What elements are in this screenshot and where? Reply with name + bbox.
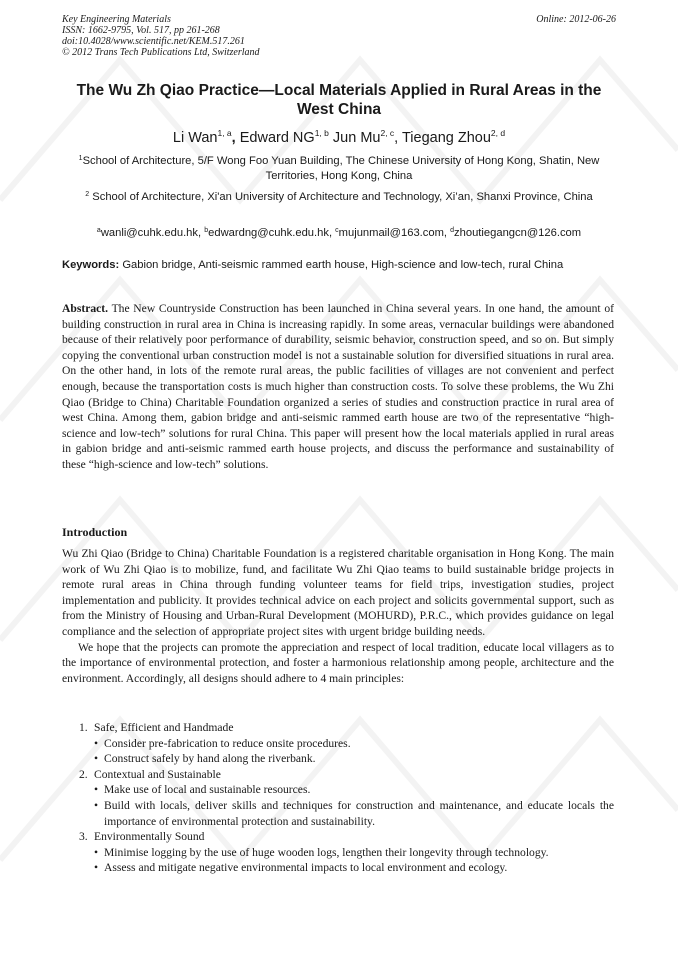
keywords-text: Gabion bridge, Anti-seismic rammed earth house, High-science and low-tech, rural China [122,259,564,271]
email-list: $^a$wanli@cuhk.edu.hk, $^b$edwardng@cuhk.edu.hk, $^c$mujunmail@163.com, $^d$zhoutiegangcn@126.com [96,227,582,239]
affiliation-1 [62,151,616,184]
affiliation-text: School of Architecture, Xi'an University of Architecture and Technology, Xi’an, Shanxi Province, China [92,191,593,203]
bullet-text: Minimise logging by the use of huge wooden logs, lengthen their longevity through technology. [104,845,549,859]
bullet-icon: • [94,798,99,812]
email-superscript: c [335,227,339,234]
introduction-heading: Introduction [62,525,128,539]
principle-title: Environmentally Sound [94,830,205,844]
principle-item [62,720,614,736]
bullet-icon: • [94,752,99,766]
bullet-icon: • [94,845,99,859]
principle-number: 2. [79,767,88,781]
bullet-text: Construct safely by hand along the riverbank. [104,752,316,766]
principle-item [62,829,614,845]
principle-bullet [62,845,614,861]
author-superscript: 2, c [380,128,395,138]
bullet-icon: • [94,861,99,875]
author-name: Edward NG [239,130,315,146]
email-link[interactable]: zhoutiegangcn@126.com [454,227,582,239]
principle-bullet [62,751,614,767]
principle-number: 1. [79,721,88,734]
bullet-text: Assess and mitigate negative environmental impacts to local environment and ecology. [104,861,508,875]
email-link[interactable]: mujunmail@163.com [338,227,444,239]
principle-title: Safe, Efficient and Handmade [94,721,234,734]
author-name: Jun Mu [332,130,381,146]
introduction-body [62,546,614,686]
doi-line: doi:10.4028/www.scientific.net/KEM.517.261 [62,36,245,47]
keywords-section [62,258,614,272]
issn-line: ISSN: 1662-9795, Vol. 517, pp 261-268 [62,25,220,36]
email-link[interactable]: edwardng@cuhk.edu.hk [208,227,329,239]
email-superscript: b [204,227,209,234]
principle-bullet [62,782,614,798]
email-link[interactable]: wanli@cuhk.edu.hk [100,227,198,239]
journal-name: Key Engineering Materials [62,14,171,25]
journal-header [62,14,616,58]
introduction-paragraph: We hope that the projects can promote the appreciation and respect of local tradition, educate local villagers as to the importance of environmental protection, and foster a harmonious relationship among people, architecture and the environment. Accordingly, all designs should adhere to 4 main principles: [62,640,614,685]
author-list: Li Wan$^{1, a}$, Edward NG$^{1, b}$ Jun Mu$^{2, c}$, Tiegang Zhou$^{2, d}$ [172,128,506,146]
online-date: Online: 2012-06-26 [536,14,616,25]
principles-list [62,720,614,876]
author-name: Tiegang Zhou [401,130,491,146]
principle-number: 3. [79,830,88,844]
principle-bullet [62,860,614,876]
author-superscript: 1, b [314,128,329,138]
bullet-text: Consider pre-fabrication to reduce onsite procedures. [104,736,351,750]
affiliation-superscript: 1 [78,155,83,162]
principle-title: Contextual and Sustainable [94,767,221,781]
principle-bullet [62,798,614,829]
abstract-section [62,301,614,473]
email-superscript: d [450,227,455,234]
principle-bullet [62,736,614,752]
author-name: Li Wan [172,130,218,146]
abstract-text: The New Countryside Construction has been launched in China several years. In one hand, the amount of building construction in rural area in China is increasing rapidly. In some areas, vernacular buildings were abandoned because of their relatively poor performance of durability, seismic behavior, construction speed, and so on. But simply copying the conventional urban construction model is not a sustainable solution for diversified situations in rural area. On the other hand, in lots of the remote rural areas, the public facilities of villages are not convenient and perfect enough, because the transportation costs is much higher than construction costs. To solve these problems, the Wu Zhi Qiao (Bridge to China) Charitable Foundation organized a series of studies and construction practice in rural area of west China. Among them, gabion bridge and anti-seismic rammed earth house are two of the representative “high-science and low-tech” solutions for rural China. This paper will present how the local materials applied in rural areas in gabion bridge and anti-seismic rammed earth house projects, and discuss the performance and sustainability of these “high-science and low-tech” solutions. [62,302,614,471]
principle-item [62,767,614,783]
keywords-label: Keywords: [62,259,120,271]
bullet-icon: • [94,736,99,750]
email-superscript: a [96,227,101,234]
affiliation-2 [62,187,616,205]
author-superscript: 2, d [490,128,506,138]
abstract-label: Abstract. [62,302,109,315]
affiliation-superscript: 2 [85,191,90,198]
copyright-line: © 2012 Trans Tech Publications Ltd, Switzerland [62,47,260,58]
paper-title: The Wu Zh Qiao Practice—Local Materials Applied in Rural Areas in the West China [76,82,602,118]
introduction-paragraph: Wu Zhi Qiao (Bridge to China) Charitable Foundation is a registered charitable organisation in Hong Kong. The main work of Wu Zhi Qiao is to mobilize, fund, and facilitate Wu Zhi Qiao teams to build sustainable bridge projects in remote rural areas in China through funding volunteer teams for field trips, investigation studies, project implementation and publicity. It provides technical advice on each project and solicits governmental support, such as from the Ministry of Housing and Urban-Rural Development (MOHURD), P.R.C., which provides guidance on legal compliance and the selection of appropriate project sites with urgent bridge building needs. [62,547,614,638]
author-superscript: 1, a [217,128,232,138]
affiliation-text: School of Architecture, 5/F Wong Foo Yuan Building, The Chinese University of Hong Kong, Shatin, New Territories, Hong Kong, China [82,155,600,182]
bullet-icon: • [94,783,99,797]
bullet-text: Make use of local and sustainable resources. [104,783,311,797]
bullet-text: Build with locals, deliver skills and techniques for construction and maintenance, and educate locals the importance of environmental protection and sustainability. [104,798,614,828]
